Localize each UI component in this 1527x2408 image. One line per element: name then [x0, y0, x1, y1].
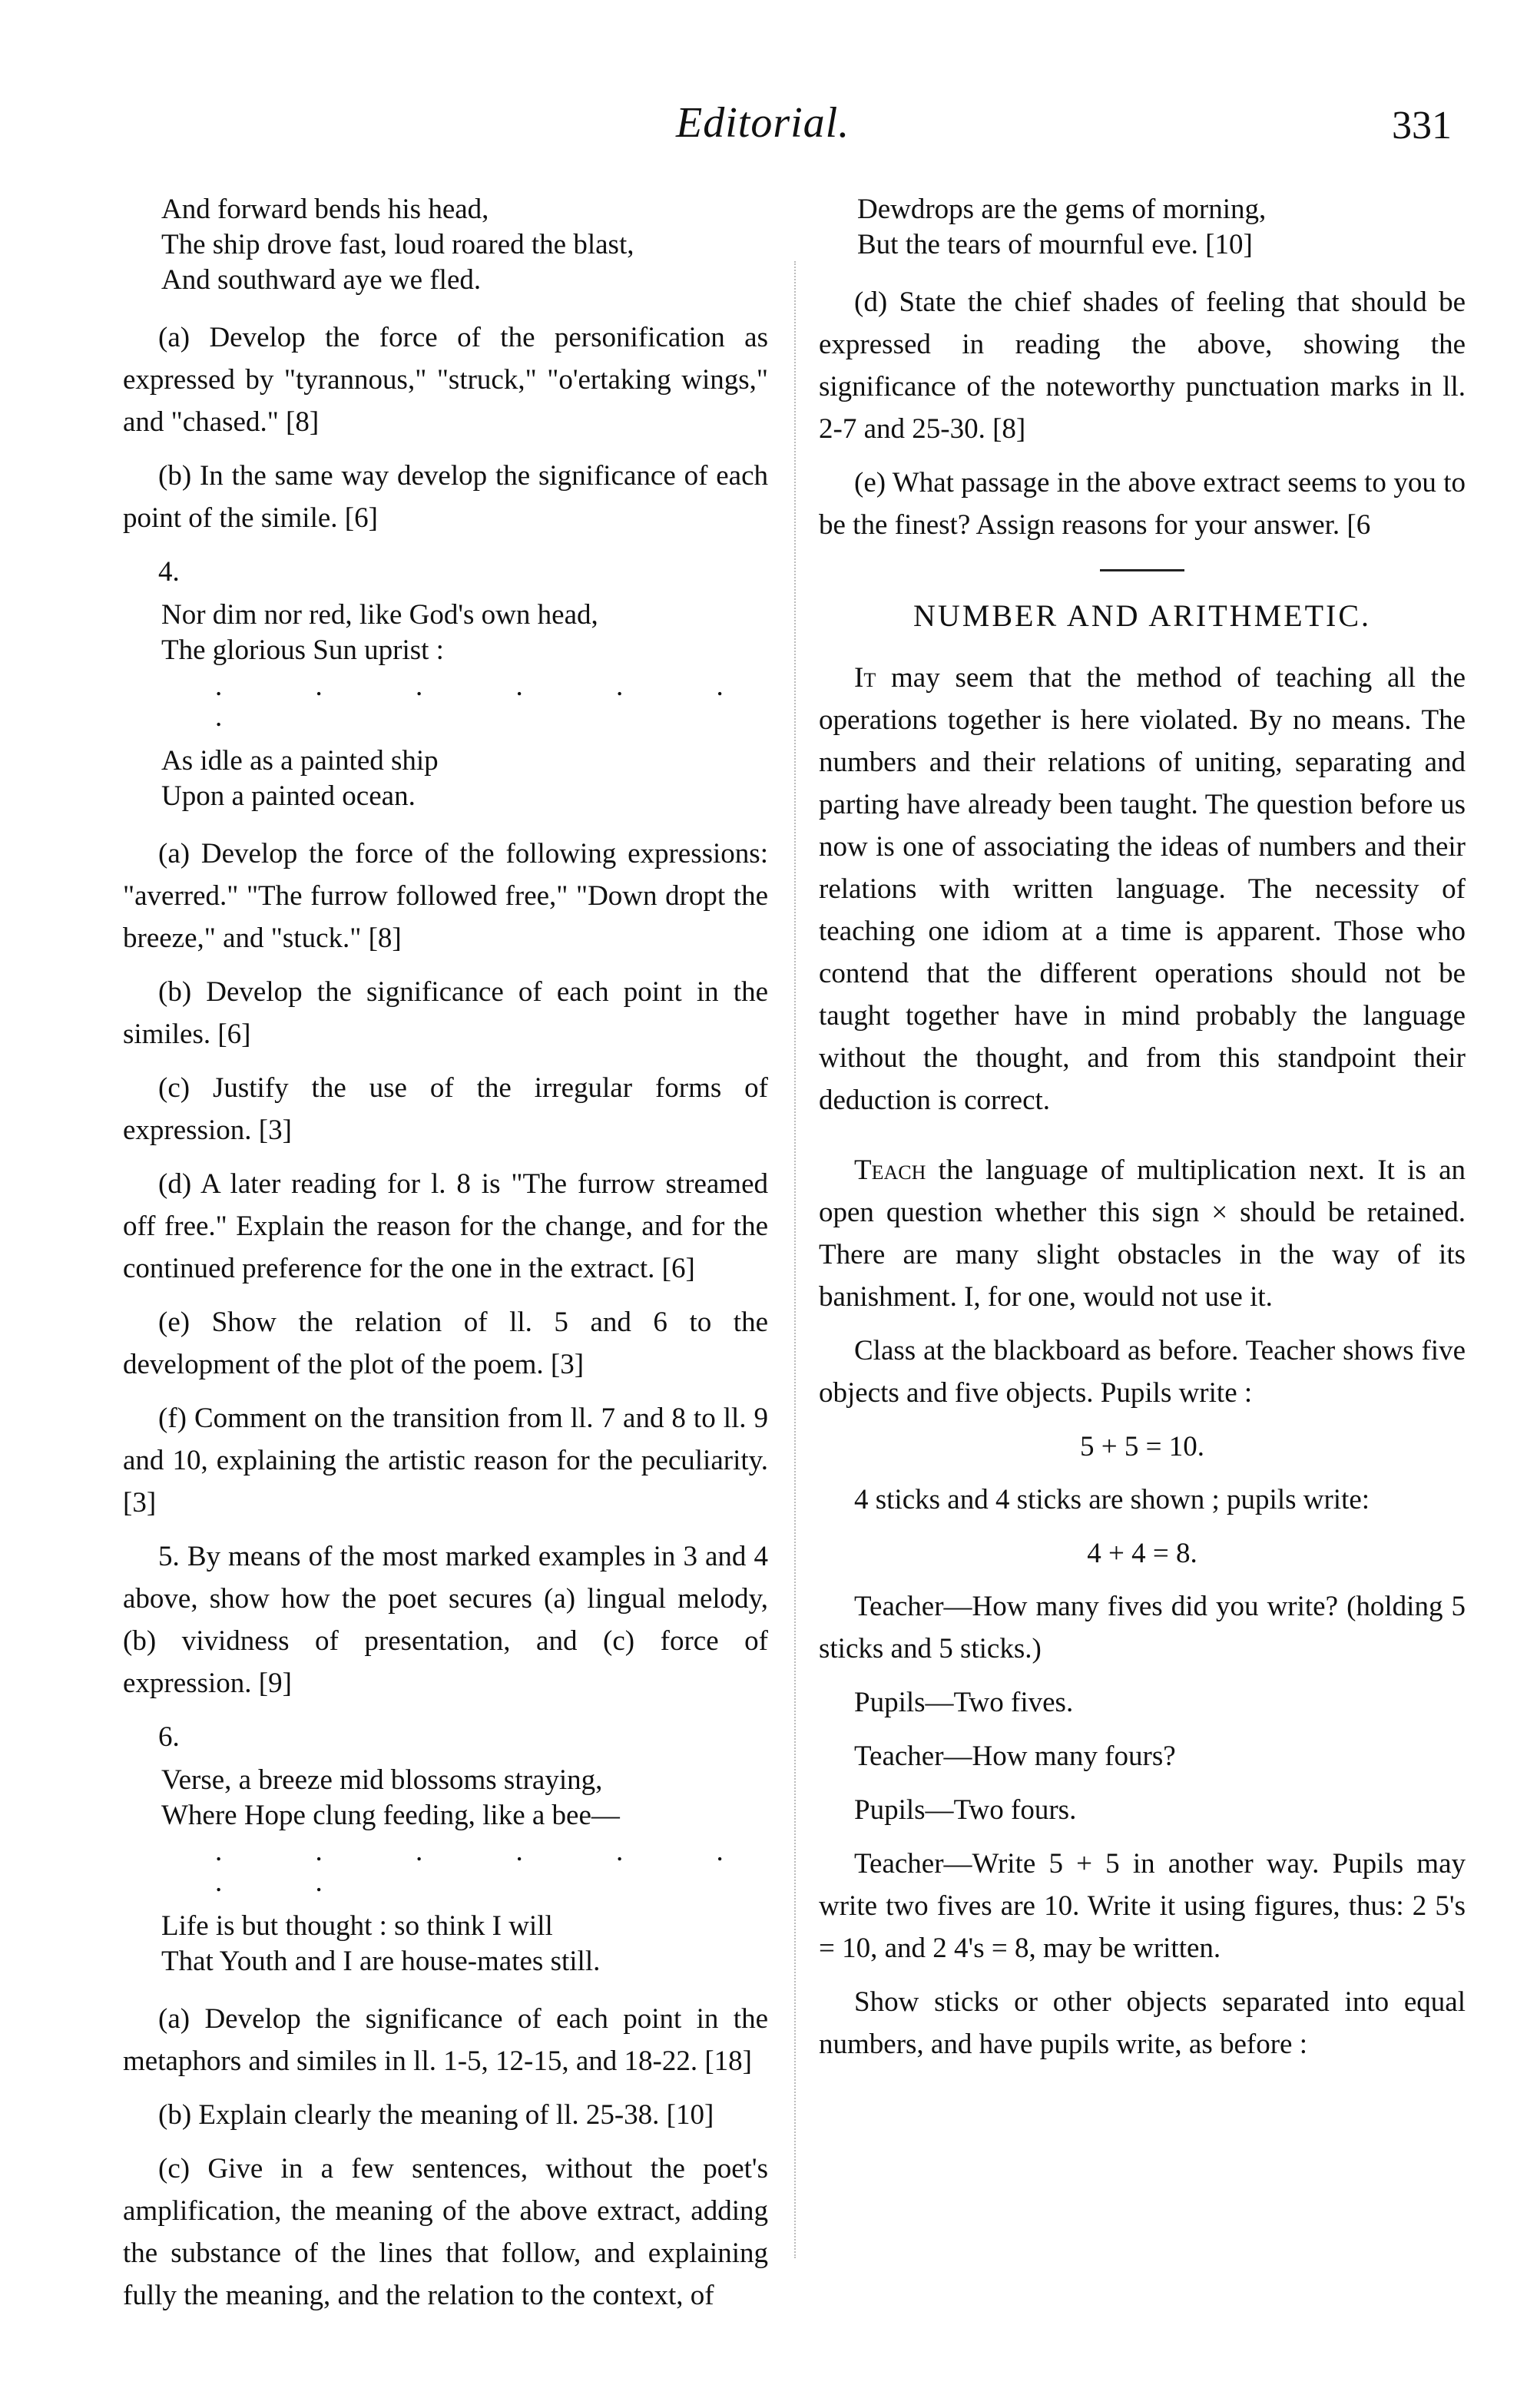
verse-block: [123, 192, 768, 298]
question: (e) Show the relation of ll. 5 and 6 to the development of the plot of the poem. [3]: [123, 1307, 768, 1380]
ellipsis-dots: . . . . . . . .: [215, 1836, 767, 1898]
lead-word: It: [854, 662, 876, 694]
paragraph: [819, 1149, 1466, 1318]
paragraph: Class at the blackboard as before. Teacher shows five objects and five objects. Pupils write :: [819, 1335, 1466, 1409]
verse-line: Life is but thought : so think I will: [161, 1910, 553, 1942]
verse-block: [819, 192, 1466, 263]
verse-line: Dewdrops are the gems of morning,: [857, 194, 1267, 225]
section-rule: [1100, 569, 1184, 571]
question: (c) Justify the use of the irregular forms of expression. [3]: [123, 1072, 768, 1146]
right-column: [819, 192, 1466, 2077]
left-column: [123, 192, 768, 2328]
verse-line: And southward aye we fled.: [161, 264, 482, 296]
verse-line: Verse, a breeze mid blossoms straying,: [161, 1764, 603, 1796]
paragraph-text: may seem that the method of teaching all the operations together is here violated. By no means. The numbers and their relations of uniting, separating and parting have already been taught. The question before us now is one of associating the ideas of numbers and their relations with written language. The necessity of teaching one idiom at a time is apparent. Those who contend that the different operations should not be taught together have in mind probably the language without the thought, and from this standpoint their deduction is correct.: [819, 662, 1466, 1116]
question: (b) Explain clearly the meaning of ll. 25-38. [10]: [158, 2099, 714, 2131]
dialog-line: Pupils—Two fours.: [854, 1794, 1077, 1826]
page-number: 331: [1392, 104, 1452, 147]
paragraph: [819, 657, 1466, 1121]
question: (b) In the same way develop the significance of each point of the simile. [6]: [123, 460, 768, 534]
column-divider: [794, 261, 796, 2258]
verse-block: [123, 1909, 768, 1979]
dialog-line: Teacher—Write 5 + 5 in another way. Pupils may write two fives are 10. Write it using figures, thus: 2 5's = 10, and 2 4's = 8, may be written.: [819, 1848, 1466, 1964]
dialog-line: Show sticks or other objects separated into equal numbers, and have pupils write, as before :: [819, 1986, 1466, 2060]
ellipsis-dots: . . . . . . .: [215, 671, 767, 733]
question: (f) Comment on the transition from ll. 7 and 8 to ll. 9 and 10, explaining the artistic reason for the peculiarity. [3]: [123, 1403, 768, 1519]
dialog-line: Teacher—How many fours?: [854, 1741, 1176, 1772]
question: (a) Develop the force of the personification as expressed by "tyrannous," "struck," "o'ertaking wings," and "chased." [8]: [123, 322, 768, 438]
section-number: 6.: [158, 1721, 180, 1753]
question: (d) State the chief shades of feeling that should be expressed in reading the above, showing the significance of the noteworthy punctuation marks in ll. 2-7 and 25-30. [8]: [819, 287, 1466, 445]
question: (e) What passage in the above extract seems to you to be the finest? Assign reasons for your answer. [6: [819, 467, 1466, 541]
question: (c) Give in a few sentences, without the poet's amplification, the meaning of the above extract, adding the substance of the lines that follow, and explaining fully the meaning, and the relation to the context, of: [123, 2153, 768, 2311]
verse-line: Nor dim nor red, like God's own head,: [161, 599, 598, 631]
verse-line: And forward bends his head,: [161, 194, 489, 225]
verse-line: As idle as a painted ship: [161, 745, 439, 777]
paragraph: 4 sticks and 4 sticks are shown ; pupils write:: [854, 1484, 1370, 1515]
verse-line: The ship drove fast, loud roared the blast,: [161, 229, 634, 260]
section-title: NUMBER AND ARITHMETIC.: [913, 598, 1372, 633]
question: (a) Develop the force of the following expressions: "averred." "The furrow followed free," "Down dropt the breeze," and "stuck." [8]: [123, 838, 768, 954]
question: (a) Develop the significance of each point in the metaphors and similes in ll. 1-5, 12-15, and 18-22. [18]: [123, 2003, 768, 2077]
paragraph-text: the language of multiplication next. It is an open question whether this sign × should be retained. There are many slight obstacles in the way of its banishment. I, for one, would not use it.: [819, 1154, 1466, 1313]
dialog-line: Teacher—How many fives did you write? (holding 5 sticks and 5 sticks.): [819, 1591, 1466, 1664]
verse-line: Upon a painted ocean.: [161, 780, 416, 812]
verse-line: The glorious Sun uprist :: [161, 634, 444, 666]
verse-line: That Youth and I are house-mates still.: [161, 1946, 601, 1977]
dialog-line: Pupils—Two fives.: [854, 1687, 1074, 1718]
section-number: 4.: [158, 556, 180, 588]
equation: 4 + 4 = 8.: [1087, 1538, 1197, 1569]
question: (d) A later reading for l. 8 is "The furrow streamed off free." Explain the reason for the change, and for the continued preference for the one in the extract. [6]: [123, 1168, 768, 1284]
lead-word: Teach: [854, 1154, 926, 1186]
verse-line: But the tears of mournful eve. [10]: [857, 229, 1253, 260]
verse-block: [123, 744, 768, 814]
page-header: [0, 92, 1527, 161]
question: 5. By means of the most marked examples in 3 and 4 above, show how the poet secures (a) lingual melody, (b) vividness of presentation, and (c) force of expression. [9]: [123, 1541, 768, 1699]
equation: 5 + 5 = 10.: [1080, 1431, 1204, 1462]
verse-line: Where Hope clung feeding, like a bee—: [161, 1800, 620, 1831]
question: (b) Develop the significance of each point in the similes. [6]: [123, 976, 768, 1050]
running-title: Editorial.: [676, 99, 850, 147]
